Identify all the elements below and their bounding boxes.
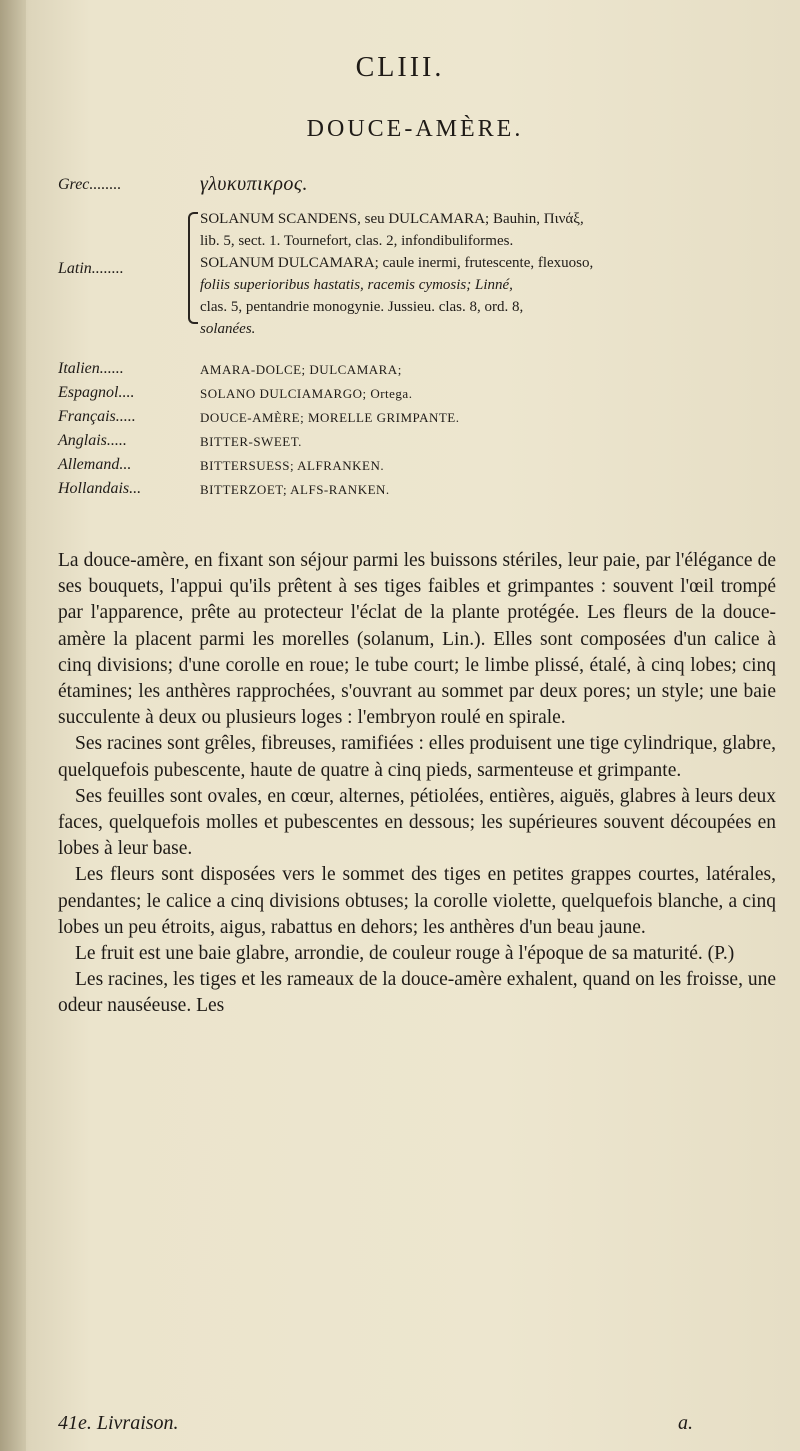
paragraph: Les racines, les tiges et les rameaux de la douce-amère exhalent, quand on les froisse, une odeur nauséeuse. Les xyxy=(58,969,776,1017)
latin-line: SOLANUM DULCAMARA; caule inermi, frutescente, flexuoso, xyxy=(200,255,594,271)
page-edge-shadow xyxy=(0,0,26,1451)
synonym-value-espagnol: SOLANO DULCIAMARGO; Ortega. xyxy=(200,386,413,401)
plate-number: CLIII. xyxy=(355,52,445,83)
latin-synonym-block xyxy=(200,208,800,340)
lang-label-allemand: Allemand... xyxy=(58,456,132,473)
signature-mark: a. xyxy=(678,1412,693,1434)
latin-line: lib. 5, sect. 1. Tournefort, clas. 2, infondibuliformes. xyxy=(200,233,514,249)
paragraph: Les fleurs sont disposées vers le sommet des tiges en petites grappes courtes, latérales, pendantes; le calice a cinq divisions obtuses; la corolle violette, quelquefois blanche, a cinq lobes un peu étroits, aigus, rabattus en dehors; les anthères d'un beau jaune. xyxy=(58,864,776,938)
body-text xyxy=(58,548,776,1020)
lang-label-espagnol: Espagnol.... xyxy=(58,384,135,401)
paragraph: Ses racines sont grêles, fibreuses, ramifiées : elles produisent une tige cylindrique, glabre, quelquefois pubescente, haute de quatre à cinq pieds, sarmenteuse et grimpante. xyxy=(58,733,776,781)
latin-line: foliis superioribus hastatis, racemis cymosis; Linné, xyxy=(200,277,513,293)
paragraph: La douce-amère, en fixant son séjour parmi les buissons stériles, leur paie, par l'élégance de ses bouquets, l'appui qu'ils prêtent à ses tiges faibles et grimpantes : souvent l'œil trompé par l'apparence, prête au protecteur l'éclat de la plante protégée. Les fleurs de la douce-amère la placent parmi les morelles (solanum, Lin.). Elles sont composées d'un calice à cinq divisions; d'une corolle en roue; le tube court; le limbe plissé, étalé, à cinq lobes; cinq étamines; les anthères rapprochées, s'ouvrant au sommet par deux pores; un style; une baie succulente à deux ou plusieurs loges : l'embryon roulé en spirale. xyxy=(58,550,776,729)
lang-label-hollandais: Hollandais... xyxy=(58,480,142,497)
latin-line: solanées. xyxy=(200,321,256,337)
synonym-value-italien: AMARA-DOLCE; DULCAMARA; xyxy=(200,362,402,377)
synonym-value-francais: DOUCE-AMÈRE; MORELLE GRIMPANTE. xyxy=(200,410,460,425)
paragraph: Le fruit est une baie glabre, arrondie, de couleur rouge à l'époque de sa maturité. (P.) xyxy=(75,943,735,965)
lang-label-anglais: Anglais..... xyxy=(58,432,127,449)
synonym-value-anglais: BITTER-SWEET. xyxy=(200,434,302,449)
page-title: DOUCE-AMÈRE. xyxy=(306,116,524,142)
lang-label-francais: Français..... xyxy=(58,408,136,425)
livraison-label: 41e. Livraison. xyxy=(58,1412,179,1434)
lang-label-latin: Latin........ xyxy=(58,260,124,277)
paragraph: Ses feuilles sont ovales, en cœur, alternes, pétiolées, entières, aiguës, glabres à leurs deux faces, quelquefois molles et pubescentes en dessous; les supérieures souvent découpées en lobes à leur base. xyxy=(58,785,776,860)
latin-line: clas. 5, pentandrie monogynie. Jussieu. clas. 8, ord. 8, xyxy=(200,299,524,315)
synonym-value-grec: γλυκυπικρος. xyxy=(200,173,309,195)
lang-label-grec: Grec........ xyxy=(58,176,122,193)
synonym-value-allemand: BITTERSUESS; ALFRANKEN. xyxy=(200,458,385,473)
latin-line: SOLANUM SCANDENS, seu DULCAMARA; Bauhin, Πινάξ, xyxy=(200,211,584,227)
brace xyxy=(188,212,198,324)
synonym-value-hollandais: BITTERZOET; ALFS-RANKEN. xyxy=(200,482,390,497)
lang-label-italien: Italien...... xyxy=(58,360,124,377)
